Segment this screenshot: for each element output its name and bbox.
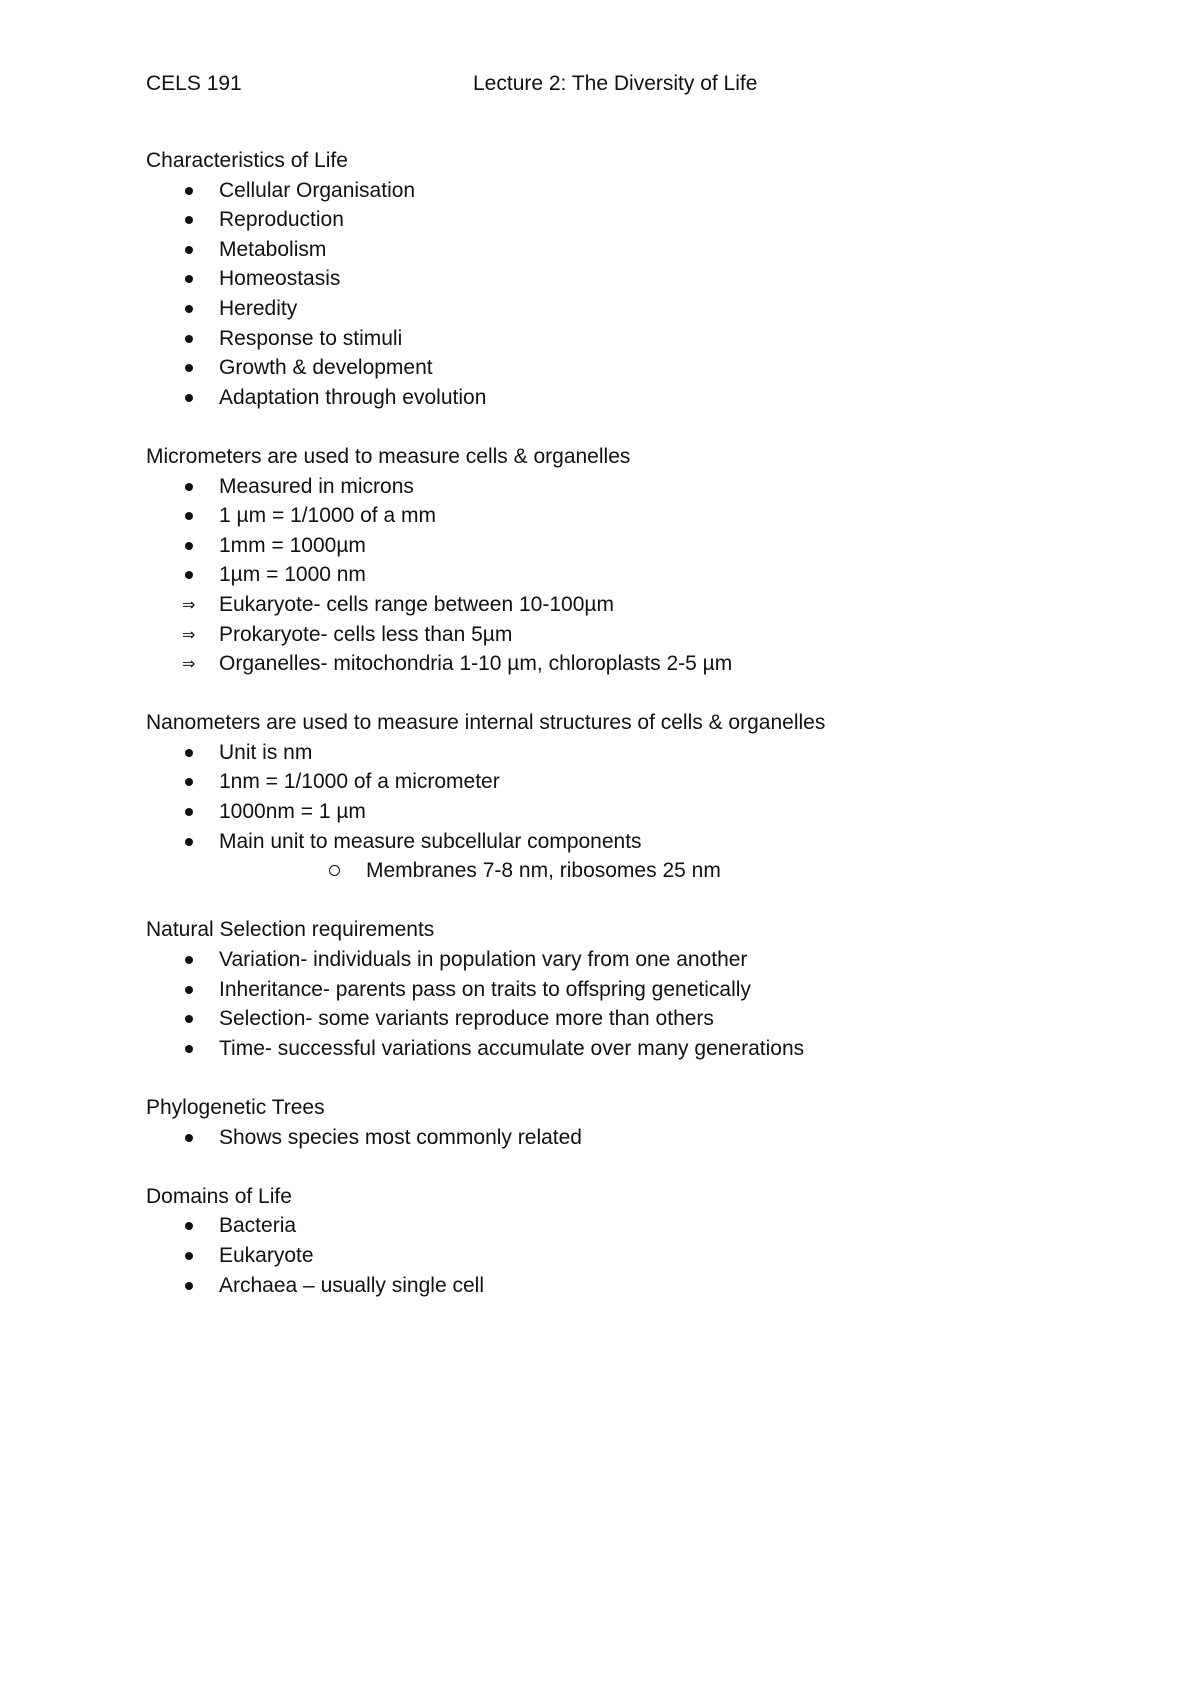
section-heading: Natural Selection requirements xyxy=(146,918,435,942)
bullet-list xyxy=(146,1123,1146,1153)
section-heading: Characteristics of Life xyxy=(146,149,348,172)
notes-section xyxy=(146,442,1146,679)
list-item-text: Measured in microns xyxy=(219,474,414,498)
list-item-text: Metabolism xyxy=(219,237,327,261)
list-item xyxy=(146,501,1146,531)
list-item-text: Growth & development xyxy=(219,356,433,380)
bullet-list xyxy=(146,1211,1146,1300)
bullet-icon xyxy=(185,1222,193,1230)
list-item xyxy=(146,1123,1146,1153)
list-item-text: Adaptation through evolution xyxy=(219,385,487,409)
list-item-text: Reproduction xyxy=(219,208,344,232)
list-item-text: 1nm = 1/1000 of a micrometer xyxy=(219,770,500,794)
list-item-text: Main unit to measure subcellular components xyxy=(219,829,642,853)
list-item-text: 1µm = 1000 nm xyxy=(219,563,366,587)
list-item xyxy=(146,1004,1146,1034)
list-item xyxy=(146,264,1146,294)
list-item-text: Prokaryote- cells less than 5µm xyxy=(219,622,513,646)
bullet-icon xyxy=(185,986,193,994)
bullet-list xyxy=(146,945,1146,1063)
list-item-text: Eukaryote- cells range between 10-100µm xyxy=(219,592,614,616)
bullet-icon xyxy=(185,335,193,343)
list-item xyxy=(146,235,1146,265)
list-item xyxy=(146,531,1146,561)
notes-section xyxy=(146,708,1146,886)
list-item-text: Time- successful variations accumulate over many generations xyxy=(219,1036,805,1060)
list-item-text: 1000nm = 1 µm xyxy=(219,800,366,824)
list-item xyxy=(146,353,1146,383)
list-item xyxy=(146,176,1146,206)
bullet-icon xyxy=(185,216,193,224)
list-item-text: Shows species most commonly related xyxy=(219,1125,582,1149)
list-item xyxy=(146,856,1146,886)
list-item xyxy=(146,975,1146,1005)
bullet-list xyxy=(146,472,1146,679)
list-item xyxy=(146,294,1146,324)
list-item xyxy=(146,620,1146,650)
list-item-text: Variation- individuals in population vary from one another xyxy=(219,948,748,972)
notes-section xyxy=(146,146,1146,412)
list-item xyxy=(146,797,1146,827)
list-item xyxy=(146,560,1146,590)
arrow-icon: ⇒ xyxy=(182,654,196,674)
list-item xyxy=(146,649,1146,679)
list-item xyxy=(146,767,1146,797)
bullet-icon xyxy=(185,1045,193,1053)
bullet-icon xyxy=(185,187,193,195)
list-item xyxy=(146,738,1146,768)
list-item-text: Bacteria xyxy=(219,1214,297,1238)
page-header xyxy=(146,72,1046,102)
notes-section xyxy=(146,915,1146,1063)
bullet-icon xyxy=(185,512,193,520)
bullet-icon xyxy=(185,246,193,254)
list-item-text: Cellular Organisation xyxy=(219,178,416,202)
list-item-text: Selection- some variants reproduce more than others xyxy=(219,1007,714,1031)
bullet-icon xyxy=(185,305,193,313)
bullet-icon xyxy=(185,364,193,372)
bullet-icon xyxy=(185,1282,193,1290)
bullet-icon xyxy=(185,808,193,816)
list-item xyxy=(146,383,1146,413)
bullet-list xyxy=(146,176,1146,413)
bullet-icon xyxy=(185,1134,193,1142)
bullet-icon xyxy=(185,956,193,964)
list-item xyxy=(146,472,1146,502)
bullet-icon xyxy=(185,571,193,579)
notes-section xyxy=(146,1093,1146,1152)
bullet-icon xyxy=(185,1252,193,1260)
list-item-text: 1 µm = 1/1000 of a mm xyxy=(219,504,436,528)
notes-section xyxy=(146,1182,1146,1300)
section-heading: Nanometers are used to measure internal structures of cells & organelles xyxy=(146,711,826,735)
course-code: CELS 191 xyxy=(146,72,242,95)
bullet-icon xyxy=(185,542,193,550)
list-item-text: Organelles- mitochondria 1-10 µm, chloroplasts 2-5 µm xyxy=(219,652,733,676)
list-item xyxy=(146,1034,1146,1064)
section-heading: Micrometers are used to measure cells & organelles xyxy=(146,444,631,468)
bullet-icon xyxy=(185,275,193,283)
list-item xyxy=(146,324,1146,354)
section-heading: Phylogenetic Trees xyxy=(146,1096,325,1119)
list-item-text: Heredity xyxy=(219,296,298,320)
arrow-icon: ⇒ xyxy=(182,594,196,614)
bullet-icon xyxy=(185,749,193,757)
list-item xyxy=(146,1241,1146,1271)
list-item xyxy=(146,205,1146,235)
list-item-text: Response to stimuli xyxy=(219,326,403,350)
section-heading: Domains of Life xyxy=(146,1184,292,1208)
list-item xyxy=(146,945,1146,975)
list-item-text: Inheritance- parents pass on traits to offspring genetically xyxy=(219,977,751,1001)
bullet-icon xyxy=(185,483,193,491)
list-item-text: Membranes 7-8 nm, ribosomes 25 nm xyxy=(366,859,721,883)
bullet-icon xyxy=(185,394,193,402)
list-item-text: Archaea – usually single cell xyxy=(219,1273,484,1297)
list-item-text: Homeostasis xyxy=(219,267,341,291)
list-item xyxy=(146,827,1146,857)
list-item xyxy=(146,590,1146,620)
circle-bullet-icon xyxy=(329,865,340,876)
list-item xyxy=(146,1271,1146,1301)
bullet-icon xyxy=(185,778,193,786)
arrow-icon: ⇒ xyxy=(182,624,196,644)
lecture-title: Lecture 2: The Diversity of Life xyxy=(473,72,758,95)
list-item xyxy=(146,1211,1146,1241)
bullet-icon xyxy=(185,838,193,846)
bullet-list xyxy=(146,738,1146,886)
list-item-text: 1mm = 1000µm xyxy=(219,533,366,557)
list-item-text: Eukaryote xyxy=(219,1243,314,1267)
list-item-text: Unit is nm xyxy=(219,740,313,764)
bullet-icon xyxy=(185,1015,193,1023)
notes-body xyxy=(146,146,1146,1330)
